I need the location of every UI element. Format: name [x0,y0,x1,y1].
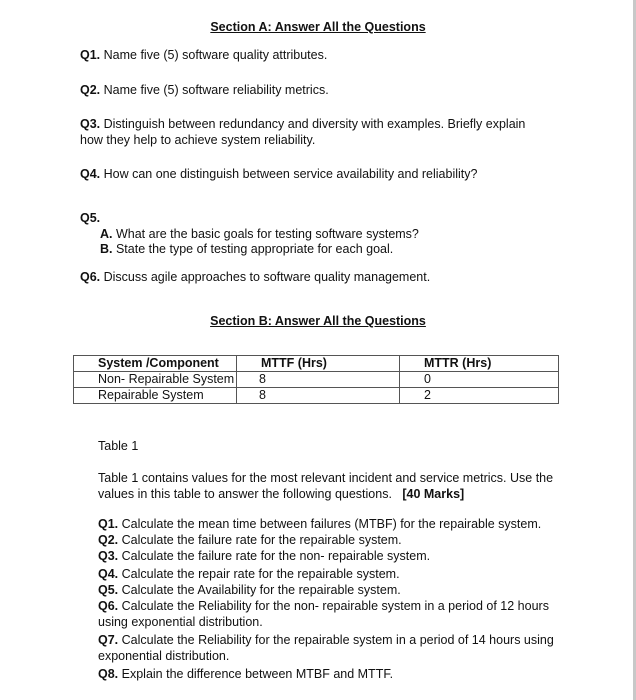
section-a-q6 [80,269,550,285]
question-number: Q4. [98,567,119,581]
question-number: Q3. [80,117,101,131]
part-label: B. [100,242,113,256]
table-caption: Table 1 [98,439,139,453]
question-text: Distinguish between redundancy and diversity with examples. Briefly explain how they help to achieve system reliability. [80,117,526,147]
section-b-heading: Section B: Answer All the Questions [210,314,426,328]
section-b-q8 [98,666,568,682]
section-a-q1 [80,47,550,63]
question-number: Q8. [98,667,119,681]
question-number: Q1. [98,517,119,531]
table-cell: Repairable System [74,388,237,404]
section-b-q4 [98,566,568,582]
section-a-q4 [80,166,550,182]
table-cell: Non- Repairable System [74,372,237,388]
section-a-q2 [80,82,550,98]
question-number: Q1. [80,48,101,62]
section-b-intro [98,470,568,502]
question-text: Calculate the Reliability for the non- repairable system in a period of 12 hours using exponential distribution. [98,599,549,629]
question-text: Calculate the failure rate for the non- repairable system. [118,549,431,563]
section-a-q5-part-b [100,241,520,257]
section-b-q1 [98,516,568,532]
section-a-heading: Section A: Answer All the Questions [210,20,426,34]
section-b-q2 [98,532,568,548]
question-number: Q3. [98,549,119,563]
question-number: Q6. [98,599,119,613]
table-cell: 8 [237,388,400,404]
section-b-q7 [98,632,568,664]
question-text: Calculate the failure rate for the repairable system. [118,533,402,547]
table-cell: 8 [237,372,400,388]
question-text: Calculate the Availability for the repairable system. [118,583,401,597]
intro-text: Table 1 contains values for the most relevant incident and service metrics. Use the values in this table to answer the following questions. [98,471,554,501]
metrics-table [73,355,559,404]
table-row [74,372,559,388]
section-b-q3 [98,548,568,564]
table-header-cell: MTTF (Hrs) [237,356,400,372]
part-text: What are the basic goals for testing software systems? [112,227,419,241]
marks-label: [40 Marks] [402,487,465,501]
table-header-row [74,356,559,372]
question-number: Q5. [80,211,101,225]
question-text: Discuss agile approaches to software quality management. [100,270,431,284]
question-number: Q2. [98,533,119,547]
question-text: Name five (5) software quality attributes. [100,48,328,62]
question-text: Explain the difference between MTBF and MTTF. [118,667,394,681]
question-text: Calculate the Reliability for the repairable system in a period of 14 hours using exponential distribution. [98,633,554,663]
question-number: Q5. [98,583,119,597]
question-number: Q2. [80,83,101,97]
question-number: Q4. [80,167,101,181]
question-text: Calculate the repair rate for the repairable system. [118,567,400,581]
table-header-cell: System /Component [74,356,237,372]
table-row [74,388,559,404]
question-text: How can one distinguish between service availability and reliability? [100,167,478,181]
question-number: Q6. [80,270,101,284]
table-header-cell: MTTR (Hrs) [400,356,559,372]
section-a-q5 [80,210,550,226]
question-number: Q7. [98,633,119,647]
table-cell: 0 [400,372,559,388]
section-a-q5-part-a [100,226,520,242]
question-text: Name five (5) software reliability metrics. [100,83,329,97]
table-cell: 2 [400,388,559,404]
section-a-q3 [80,116,550,148]
part-text: State the type of testing appropriate for each goal. [112,242,394,256]
part-label: A. [100,227,113,241]
section-b-q6 [98,598,568,630]
question-text: Calculate the mean time between failures (MTBF) for the repairable system. [118,517,542,531]
section-b-q5 [98,582,568,598]
